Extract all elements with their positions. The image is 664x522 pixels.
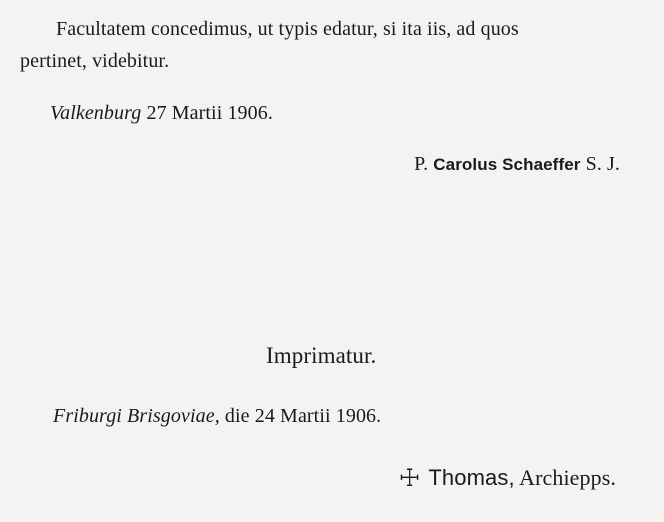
signature-title: Archiepps.	[519, 465, 616, 490]
signature-name: Carolus Schaeffer	[433, 155, 581, 174]
signature-thomas	[399, 464, 616, 492]
approval-text-line-2: pertinet, videbitur.	[20, 50, 170, 72]
signature-suffix: S. J.	[585, 153, 620, 175]
approval-text-line-1: Facultatem concedimus, ut typis edatur, si ita iis, ad quos	[56, 18, 519, 40]
signature-name: Thomas,	[428, 465, 515, 490]
dateline-friburgi	[53, 404, 381, 428]
dateline-date: 27 Martii 1906.	[146, 102, 273, 124]
cross-icon: ☩	[398, 464, 421, 492]
signature-prefix: P.	[414, 153, 429, 175]
dateline-place: Friburgi Brisgoviae,	[53, 405, 220, 427]
imprimatur-heading: Imprimatur.	[266, 343, 377, 368]
dateline-place: Valkenburg	[50, 102, 142, 124]
dateline-valkenburg	[50, 101, 273, 125]
signature-schaeffer	[414, 152, 620, 177]
dateline-date: die 24 Martii 1906.	[224, 405, 382, 427]
